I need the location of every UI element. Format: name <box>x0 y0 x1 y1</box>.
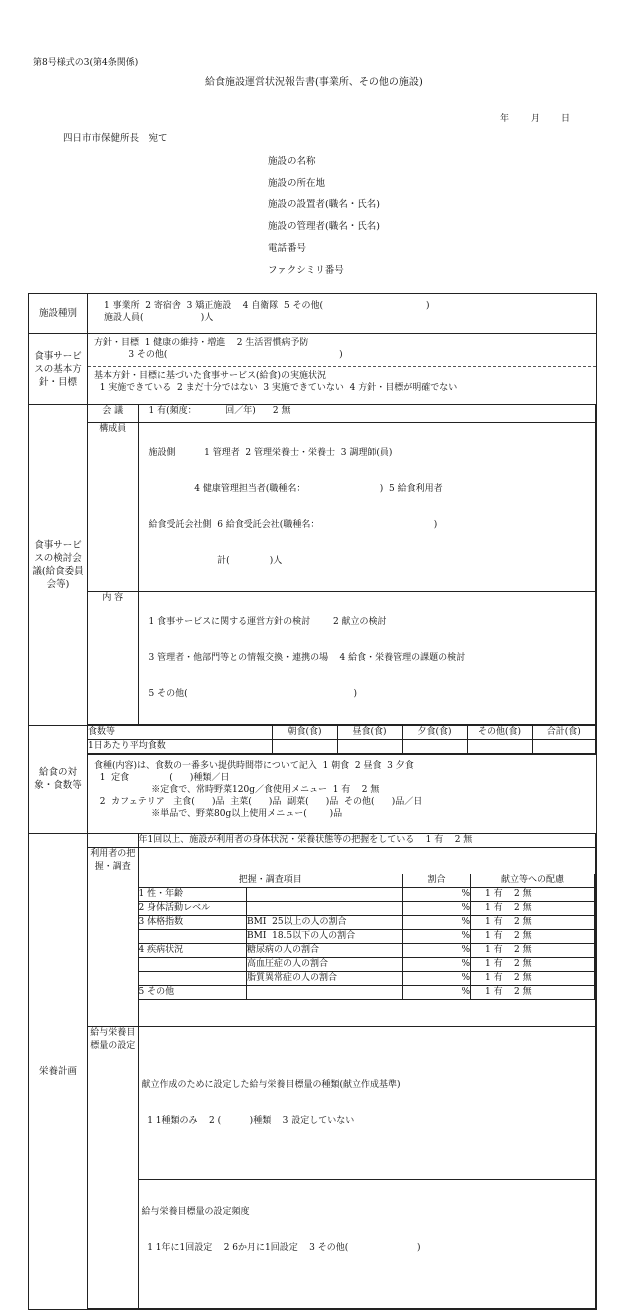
survey-care: 1 有 2 無 <box>471 958 595 972</box>
field-facility-name: 施設の名称 <box>268 156 316 167</box>
meal-header-dinner: 夕食(食) <box>402 726 467 740</box>
survey-item <box>139 972 247 986</box>
contents-item-1: 1 食事サービスに関する運営方針の検討 2 献立の検討 <box>148 616 387 627</box>
survey-row <box>139 930 595 944</box>
survey-item: 4 疾病状況 <box>139 944 247 958</box>
survey-row <box>139 888 595 902</box>
label-members: 構成員 <box>88 422 138 591</box>
meal-header-total: 合計(食) <box>532 726 596 740</box>
survey-item <box>139 930 247 944</box>
survey-ratio: % <box>403 916 471 930</box>
section-meal-target <box>29 725 597 833</box>
survey-ratio: % <box>403 902 471 916</box>
members-total: 計( )人 <box>148 555 283 566</box>
survey-care: 1 有 2 無 <box>471 986 595 1000</box>
label-facility-type: 施設種別 <box>29 294 88 334</box>
date-month: 月 <box>531 114 541 124</box>
meal-type-note: 食種(内容)は、食数の一番多い提供時間帯について記入 1 朝食 2 昼食 3 夕食 <box>94 761 414 771</box>
survey-subitem <box>247 888 403 902</box>
meal-header-lunch: 昼食(食) <box>337 726 402 740</box>
section-facility-type <box>29 294 597 334</box>
goal-frequency-title: 給与栄養目標量の設定頻度 <box>141 1207 250 1217</box>
policy-goals-other: 3 その他( ) <box>94 350 343 360</box>
label-meal-target: 給食の対象・食数等 <box>29 725 88 833</box>
survey-subitem: 脂質異常症の人の割合 <box>247 972 403 986</box>
meal-row-average: 1日あたり平均食数 <box>88 740 272 754</box>
survey-item: 5 その他 <box>139 986 247 1000</box>
label-meeting: 会 議 <box>88 405 138 422</box>
survey-row <box>139 916 595 930</box>
date-day: 日 <box>561 114 571 124</box>
meal-header-breakfast: 朝食(食) <box>272 726 337 740</box>
survey-ratio: % <box>403 944 471 958</box>
section-review-meeting <box>29 405 597 726</box>
survey-ratio: % <box>403 972 471 986</box>
survey-row <box>139 986 595 1000</box>
label-review-meeting: 食事サービスの検討会議(給食委員会等) <box>29 405 88 726</box>
label-basic-policy: 食事サービスの基本方針・目標 <box>29 334 88 405</box>
survey-subitem <box>247 986 403 1000</box>
addressee: 四日市市保健所長 宛て <box>63 133 168 144</box>
survey-ratio: % <box>403 888 471 902</box>
facility-type-options: 1 事業所 2 寄宿舎 3 矯正施設 4 自衛隊 5 その他( ) <box>104 301 430 311</box>
survey-care: 1 有 2 無 <box>471 902 595 916</box>
date-year: 年 <box>500 114 510 124</box>
survey-subitem: 高血圧症の人の割合 <box>247 958 403 972</box>
field-fax: ファクシミリ番号 <box>268 265 344 276</box>
survey-table <box>139 874 596 1000</box>
meal-set-menu: 1 定食 ( )種類／日 <box>94 773 230 783</box>
members-facility: 施設側 1 管理者 2 管理栄養士・栄養士 3 調理師(員) <box>148 447 393 458</box>
report-form-table <box>28 293 597 1310</box>
policy-status-options: 1 実施できている 2 まだ十分ではない 3 実施できていない 4 方針・目標が明確でない <box>94 383 458 393</box>
label-user-survey: 利用者の把握・調査 <box>88 848 138 1027</box>
survey-row <box>139 902 595 916</box>
survey-row <box>139 958 595 972</box>
survey-care: 1 有 2 無 <box>471 916 595 930</box>
survey-item <box>139 958 247 972</box>
meal-header-other: その他(食) <box>467 726 532 740</box>
survey-care: 1 有 2 無 <box>471 944 595 958</box>
contents-item-3: 3 管理者・他部門等との情報交換・連携の場 4 給食・栄養管理の課題の検討 <box>148 652 466 663</box>
label-nutrition-goal: 給与栄養目標量の設定 <box>88 1027 138 1309</box>
field-phone: 電話番号 <box>268 243 307 254</box>
survey-item: 1 性・年齢 <box>139 888 247 902</box>
survey-care: 1 有 2 無 <box>471 930 595 944</box>
survey-ratio: % <box>403 986 471 1000</box>
survey-header-care: 献立等への配慮 <box>471 874 595 888</box>
policy-goals: 方針・目標 1 健康の維持・増進 2 生活習慣病予防 <box>94 338 309 348</box>
label-contents: 内 容 <box>88 591 138 724</box>
meeting-table <box>88 405 596 725</box>
facility-capacity: 施設人員( )人 <box>104 313 214 323</box>
goal-type-options: 1 1種類のみ 2 ( )種類 3 設定していない <box>141 1116 355 1126</box>
survey-care: 1 有 2 無 <box>471 888 595 902</box>
meal-count-table <box>88 726 596 755</box>
field-facility-founder: 施設の設置者(職名・氏名) <box>268 199 380 210</box>
survey-ratio: % <box>403 958 471 972</box>
contents-item-5: 5 その他( ) <box>148 688 358 699</box>
survey-subitem: 糖尿病の人の割合 <box>247 944 403 958</box>
nutrition-survey-question: 年1回以上、施設が利用者の身体状況・栄養状態等の把握をしている 1 有 2 無 <box>138 834 596 848</box>
field-facility-manager: 施設の管理者(職名・氏名) <box>268 221 380 232</box>
document-title: 給食施設運営状況報告書(事業所、その他の施設) <box>205 77 423 88</box>
section-basic-policy <box>29 334 597 405</box>
nutrition-table <box>88 834 596 1310</box>
section-nutrition-plan <box>29 833 597 1310</box>
survey-row <box>139 944 595 958</box>
members-contractor: 給食受託会社側 6 給食受託会社(職種名： ) <box>148 519 438 530</box>
survey-subitem <box>247 902 403 916</box>
goal-type-title: 献立作成のために設定した給与栄養目標量の種類(献立作成基準) <box>141 1080 401 1090</box>
meal-cafeteria-veg: ※単品で、野菜80g以上使用メニュー( )品 <box>94 809 343 819</box>
label-nutrition-plan: 栄養計画 <box>29 833 88 1310</box>
survey-subitem: BMI 25以上の人の割合 <box>247 916 403 930</box>
meal-set-veg: ※定食で、常時野菜120g／食使用メニュー 1 有 2 無 <box>94 785 380 795</box>
members-health: 4 健康管理担当者(職種名： ) 5 給食利用者 <box>148 483 443 494</box>
form-number: 第8号様式の3(第4条関係) <box>33 58 139 68</box>
survey-header-ratio: 割合 <box>403 874 471 888</box>
field-facility-address: 施設の所在地 <box>268 178 326 189</box>
survey-item: 3 体格指数 <box>139 916 247 930</box>
meal-header-count: 食数等 <box>88 726 272 740</box>
survey-item: 2 身体活動レベル <box>139 902 247 916</box>
survey-row <box>139 972 595 986</box>
survey-ratio: % <box>403 930 471 944</box>
survey-header-item: 把握・調査項目 <box>139 874 403 888</box>
meeting-frequency: 1 有(頻度： 回／年) 2 無 <box>138 405 596 422</box>
survey-care: 1 有 2 無 <box>471 972 595 986</box>
goal-frequency-options: 1 1年に1回設定 2 6か月に1回設定 3 その他( ) <box>141 1243 421 1253</box>
meal-cafeteria: 2 カフェテリア 主食( )品 主菜( )品 副菜( )品 その他( )品／日 <box>94 797 423 807</box>
survey-subitem: BMI 18.5以下の人の割合 <box>247 930 403 944</box>
policy-status-title: 基本方針・目標に基づいた食事サービス(給食)の実施状況 <box>94 371 327 381</box>
